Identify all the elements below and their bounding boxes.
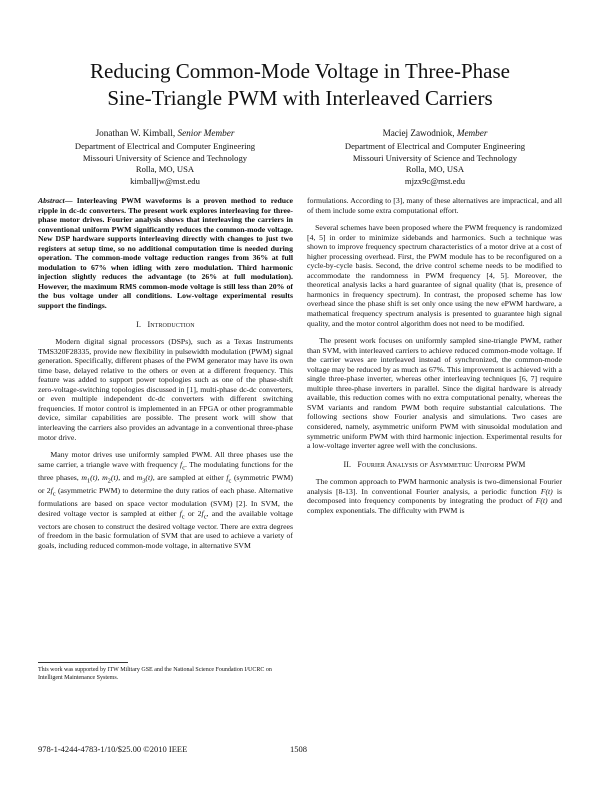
intro-paragraph-1: Modern digital signal processors (DSPs), such as a Texas Instruments TMS320F28335, provide new flexibility in pulsewidth modulation (PWM) signal generation. Specifically, different phases of the PWM generator may have its own time base, delayed relative to the others or even at a different frequency. This feature was added to support power topologies such as one of the phase-shift zero-voltage-switching topologies discussed in [1], multi-phase dc-dc converters, or even multiple independent dc-dc converters with different switching frequencies. If motor control is implemented in an FPGA or other programmable device, similar capabilities are possible. The present work will show that interleaving the carriers also provides an advantage in a conventional three-phase motor drive.: [38, 337, 294, 442]
right-column: [307, 196, 562, 523]
left-column: [38, 196, 293, 558]
author-name: Maciej Zawodniok,: [382, 128, 455, 138]
author-city: Rolla, MO, USA: [405, 164, 465, 175]
right-paragraph-4: The common approach to PWM harmonic analysis is two-dimensional Fourier analysis [8-13]. In conventional Fourier analysis, a periodic function F(t) is decomposed into frequency components by integrating the product of F(t) and complex exponentials. The difficulty with PWM is: [307, 477, 562, 515]
right-paragraph-2: Several schemes have been proposed where the PWM frequency is randomized [4, 5] in order to minimize sidebands and harmonics. Such a technique was shown to improve frequency spectrum characteristics of a motor drive at a cost of higher processing overhead. First, the PWM module has to be reconfigured on a cycle-by-cycle basis. Second, the drive control scheme needs to be modified to accommodate the randomness in PWM frequency [4, 5]. Moreover, the theoretical analysis lacks a hard guarantee of signal quality (that is, presence of harmonics in frequency spectrum). In contrast, the proposed scheme has low overhead since the phase shift is set only once using the new ePWM hardware, a mathematical frequency spectrum analysis is presented to guarantee high signal quality, and the motor control algorithm does not need to be modified.: [307, 223, 563, 328]
footer-isbn: 978-1-4244-4783-1/10/$25.00 ©2010 IEEE: [38, 744, 188, 754]
footnote: This work was supported by ITW Military GSE and the National Science Foundation I/UCRC on Intelligent Maintenance Systems.: [38, 667, 272, 681]
title-line-1: Reducing Common-Mode Voltage in Three-Phase: [90, 59, 510, 83]
section-heading-introduction: I. Introduction: [136, 319, 195, 329]
title-line-2: Sine-Triangle PWM with Interleaved Carriers: [107, 86, 493, 110]
author-department: Department of Electrical and Computer Engineering: [74, 141, 256, 152]
author-block-2: [315, 128, 555, 187]
author-department: Department of Electrical and Computer Engineering: [344, 141, 526, 152]
footer-page-number: 1508: [290, 744, 307, 754]
right-paragraph-3: The present work focuses on uniformly sampled sine-triangle PWM, rather than SVM, with interleaved carriers to achieve reduced common-mode voltage. If the carrier waves are interleaved instead of synchronized, the common-mode voltage may be reduced by as much as 67%. This improvement is achieved with a single three-phase inverter, whereas other interleaving techniques [6, 7] require multiple three-phase inverters in parallel. Since the digital hardware is already available, this reduction comes with no extra computational penalty, whereas the SVM variants and random PWM both require substantial calculations. The following sections show Fourier analysis and simulations. Two cases are considered, namely, asymmetric uniform PWM with sinusoidal modulation and symmetric uniform PWM with third harmonic injection. Experimental results for a low-voltage inverter agree well with the conclusions.: [307, 336, 563, 451]
abstract: [38, 196, 293, 311]
section-heading-fourier: II. Fourier Analysis of Asymmetric Uniform PWM: [343, 459, 526, 469]
author-city: Rolla, MO, USA: [135, 164, 195, 175]
author-role: Member: [456, 128, 488, 138]
author-email[interactable]: mjzx9c@mst.edu: [404, 175, 466, 186]
intro-paragraph-2: Many motor drives use uniformly sampled PWM. All three phases use the same carrier, a triangle wave with frequency $f_c$. The modulating functions for the three phases, $m_1(t)$, $m_2(t)$, and $m_3(t)$, are sampled at either $f_c$ (symmetric PWM) or $2f_c$ (asymmetric PWM) to determine the duty ratios of each phase. Alternative formulations are based on space vector modulation (SVM) [2]. In SVM, the desired voltage vector is sampled at either $f_c$ or $2f_c$, and the available voltage vectors are chosen to construct the desired voltage vector. There are extra degrees of freedom in the basic formulation of SVM that are used to achieve a variety of goals, including reduced common-mode voltage, in alternative SVM: [38, 450, 293, 550]
author-name: Jonathan W. Kimball,: [95, 128, 176, 138]
abstract-label: Abstract: [38, 196, 65, 205]
right-paragraph-1: formulations. According to [3], many of these alternatives are impractical, and all of them include some extra computational effort.: [307, 196, 562, 215]
abstract-text: — Interleaving PWM waveforms is a proven method to reduce ripple in dc-dc converters. The present work explores interleaving for three-phase motor drives. Fourier analysis shows that interleaving the carriers in conventional uniform PWM significantly reduces the common-mode voltage. New DSP hardware supports interleaving directly with changes to just two registers at setup time, so no additional computation time is needed during operation. The common-mode voltage reduction ranges from 36% at full modulation to 67% when idling with zero modulation. Third harmonic injection slightly reduces the advantage (to 26% at full modulation). However, the maximum RMS common-mode voltage is still less than 20% of the bus voltage under all conditions. Low-voltage experimental results support the findings.: [38, 196, 293, 311]
paper-title: [40, 58, 560, 112]
footnote-divider: [38, 662, 128, 663]
author-role: Senior Member: [177, 128, 235, 138]
author-university: Missouri University of Science and Technology: [82, 152, 248, 163]
author-email[interactable]: kimballjw@mst.edu: [130, 175, 200, 186]
author-block-1: [45, 128, 285, 187]
author-university: Missouri University of Science and Technology: [352, 152, 518, 163]
